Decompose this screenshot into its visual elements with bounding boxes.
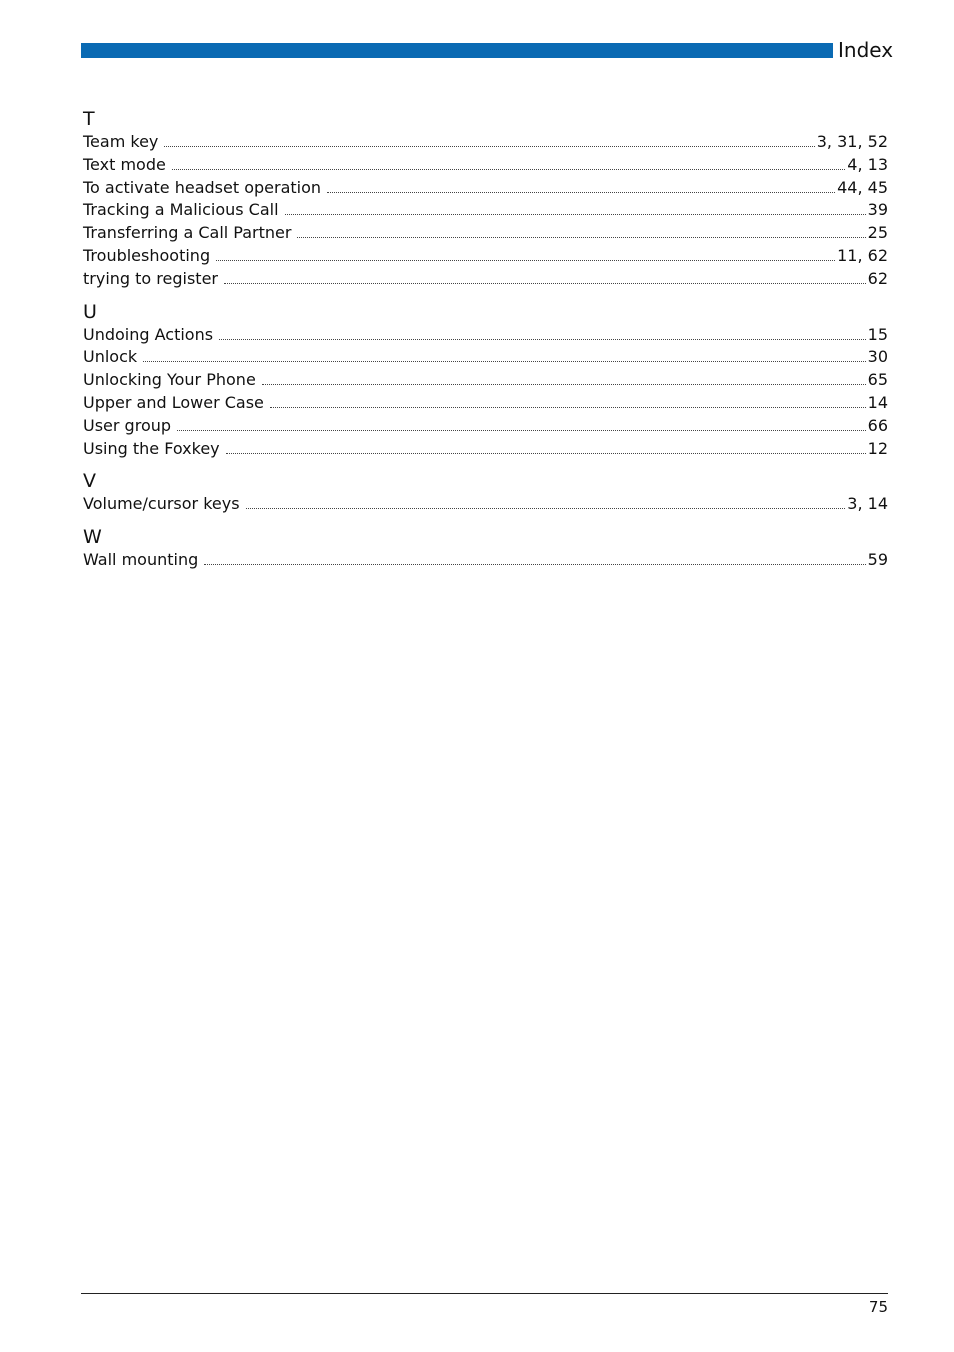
dot-leader (285, 214, 866, 215)
dot-leader (327, 192, 835, 193)
index-page-refs[interactable]: 12 (867, 438, 888, 458)
index-page-refs[interactable]: 66 (867, 415, 888, 435)
index-entry[interactable] (83, 131, 888, 154)
index-page-refs[interactable]: 30 (867, 347, 888, 367)
index-page-refs[interactable]: 25 (867, 223, 888, 243)
dot-leader (164, 146, 814, 147)
index-term: Undoing Actions (83, 324, 214, 344)
index-entry[interactable] (83, 199, 888, 222)
section-letter: W (83, 526, 102, 549)
index-page-refs[interactable]: 65 (867, 370, 888, 390)
dot-leader (224, 283, 866, 284)
dot-leader (172, 169, 845, 170)
index-page-refs[interactable]: 44, 45 (837, 177, 888, 197)
index-entry[interactable] (83, 177, 888, 200)
index-entry[interactable] (83, 324, 888, 347)
index-section-u (83, 300, 888, 461)
dot-leader (143, 361, 865, 362)
section-letter: T (83, 108, 95, 130)
index-page-refs[interactable]: 39 (867, 200, 888, 220)
header-bar (81, 43, 833, 58)
dot-leader (226, 453, 866, 454)
index-entry[interactable] (83, 415, 888, 438)
index-term: Volume/cursor keys (83, 494, 240, 514)
index-term: Tracking a Malicious Call (83, 200, 279, 220)
index-term: To activate headset operation (83, 177, 322, 197)
index-entry[interactable] (83, 245, 888, 268)
dot-leader (216, 260, 835, 261)
index-term: Unlocking Your Phone (83, 370, 256, 390)
page-number: 75 (868, 1298, 888, 1316)
index-term: Troubleshooting (83, 245, 211, 265)
index-entry[interactable] (83, 493, 888, 516)
index-page-refs[interactable]: 3, 31, 52 (816, 132, 888, 151)
index-term: Team key (83, 132, 159, 151)
index-page-refs[interactable]: 11, 62 (837, 245, 888, 265)
index-entry[interactable] (83, 438, 888, 461)
dot-leader (270, 407, 866, 408)
index-entry[interactable] (83, 549, 888, 572)
index-term: Wall mounting (83, 550, 199, 570)
index-entry[interactable] (83, 222, 888, 245)
index-term: Upper and Lower Case (83, 392, 264, 412)
index-term: Transferring a Call Partner (83, 223, 292, 243)
section-letter: V (83, 470, 96, 493)
dot-leader (219, 339, 866, 340)
index-entry[interactable] (83, 268, 888, 291)
dot-leader (297, 237, 865, 238)
index-term: trying to register (83, 268, 218, 288)
index-term: Using the Foxkey (83, 438, 220, 458)
dot-leader (246, 508, 846, 509)
page-title: Index (838, 38, 894, 62)
index-list (83, 107, 888, 581)
index-term: User group (83, 415, 172, 435)
dot-leader (177, 430, 866, 431)
index-section-w (83, 525, 888, 572)
index-entry[interactable] (83, 369, 888, 392)
index-section-t (83, 107, 888, 291)
index-page-refs[interactable]: 3, 14 (847, 494, 888, 514)
dot-leader (204, 564, 865, 565)
index-page-refs[interactable]: 62 (867, 268, 888, 288)
index-term: Text mode (83, 154, 166, 174)
index-entry[interactable] (83, 346, 888, 369)
dot-leader (262, 384, 866, 385)
footer-divider (81, 1293, 888, 1294)
index-entry[interactable] (83, 154, 888, 177)
index-page-refs[interactable]: 59 (867, 550, 888, 570)
index-section-v (83, 469, 888, 516)
index-page-refs[interactable]: 15 (867, 324, 888, 344)
index-page-refs[interactable]: 14 (867, 392, 888, 412)
index-page-refs[interactable]: 4, 13 (847, 154, 888, 174)
section-letter: U (83, 300, 97, 323)
index-term: Unlock (83, 347, 138, 367)
index-entry[interactable] (83, 392, 888, 415)
